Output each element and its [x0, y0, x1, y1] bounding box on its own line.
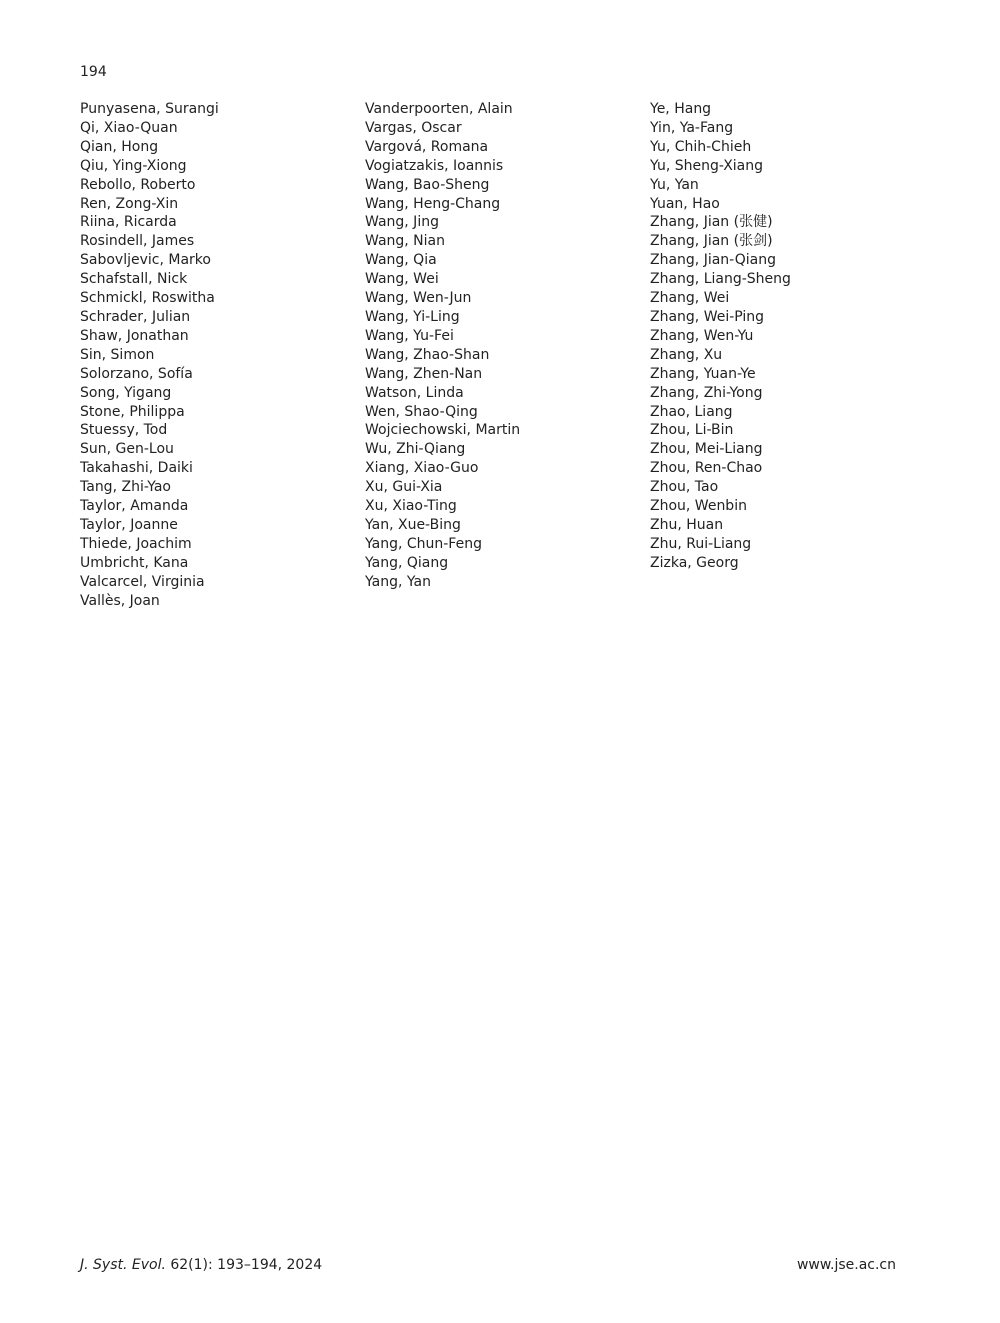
name-entry: Schafstall, Nick	[80, 271, 188, 288]
name-entry: Yin, Ya-Fang	[650, 119, 734, 136]
name-column-2	[365, 100, 635, 592]
name-entry: Shaw, Jonathan	[80, 327, 189, 344]
name-entry: Zhu, Huan	[650, 516, 724, 533]
name-entry: Vargas, Oscar	[365, 119, 462, 136]
name-entry: Punyasena, Surangi	[80, 101, 219, 117]
name-entry: Qiu, Ying-Xiong	[80, 157, 187, 174]
name-entry: Valcarcel, Virginia	[80, 573, 205, 590]
name-entry: Umbricht, Kana	[80, 554, 189, 571]
name-entry: Song, Yigang	[80, 384, 172, 401]
name-entry: Wang, Qia	[365, 252, 437, 269]
name-entry: Tang, Zhi-Yao	[80, 479, 171, 496]
name-entry: Wu, Zhi-Qiang	[365, 441, 466, 458]
name-entry: Yan, Xue-Bing	[365, 516, 461, 533]
name-entry: Vanderpoorten, Alain	[365, 101, 513, 117]
name-column-3	[650, 100, 920, 573]
footer-citation	[80, 1257, 322, 1273]
name-entry: Watson, Linda	[365, 384, 464, 401]
name-entry: Rosindell, James	[80, 233, 195, 250]
name-entry: Sin, Simon	[80, 346, 155, 363]
name-entry: Schrader, Julian	[80, 308, 191, 325]
name-entry: Taylor, Amanda	[80, 498, 189, 515]
name-entry: Zhang, Yuan-Ye	[650, 365, 756, 382]
name-entry: Schmickl, Roswitha	[80, 290, 215, 307]
name-entry: Wang, Yu-Fei	[365, 327, 454, 344]
name-entry: Zhang, Jian (张健)	[650, 214, 773, 231]
name-entry: Yang, Chun-Feng	[365, 535, 482, 552]
name-entry: Wojciechowski, Martin	[365, 422, 521, 439]
name-entry: Ye, Hang	[650, 101, 712, 117]
name-entry: Wang, Bao-Sheng	[365, 176, 490, 193]
name-entry: Zhang, Jian (张剑)	[650, 233, 773, 250]
name-entry: Yang, Yan	[365, 573, 431, 590]
name-entry: Zhang, Jian-Qiang	[650, 252, 776, 269]
name-entry: Stuessy, Tod	[80, 422, 168, 439]
name-entry: Yu, Chih-Chieh	[650, 138, 752, 155]
name-entry: Sun, Gen-Lou	[80, 441, 174, 458]
name-entry: Zhou, Wenbin	[650, 498, 747, 515]
name-entry: Thiede, Joachim	[80, 535, 192, 552]
name-entry: Sabovljevic, Marko	[80, 252, 211, 269]
name-entry: Taylor, Joanne	[80, 516, 178, 533]
name-entry: Riina, Ricarda	[80, 214, 177, 231]
name-entry: Wang, Yi-Ling	[365, 308, 460, 325]
name-entry: Qian, Hong	[80, 138, 159, 155]
journal-name: J. Syst. Evol.	[80, 1257, 166, 1273]
name-entry: Zhang, Wei	[650, 290, 730, 307]
name-entry: Zhou, Mei-Liang	[650, 441, 763, 458]
name-entry: Zhang, Wen-Yu	[650, 327, 754, 344]
name-entry: Zhou, Li-Bin	[650, 422, 734, 439]
name-entry: Yu, Sheng-Xiang	[650, 157, 764, 174]
name-column-1	[80, 100, 350, 610]
name-entry: Stone, Philippa	[80, 403, 185, 420]
name-entry: Xiang, Xiao-Guo	[365, 460, 479, 477]
name-entry: Yang, Qiang	[365, 554, 449, 571]
citation-details: 62(1): 193–194, 2024	[165, 1257, 323, 1273]
name-entry: Zhang, Liang-Sheng	[650, 271, 791, 288]
name-entry: Wen, Shao-Qing	[365, 403, 478, 420]
name-entry: Zhao, Liang	[650, 403, 733, 420]
name-entry: Zhang, Xu	[650, 346, 723, 363]
footer-url[interactable]: www.jse.ac.cn	[796, 1257, 896, 1273]
name-entry: Solorzano, Sofía	[80, 365, 193, 382]
page-number: 194	[80, 64, 107, 80]
name-entry: Wang, Zhen-Nan	[365, 365, 483, 382]
name-entry: Wang, Nian	[365, 233, 446, 250]
name-entry: Wang, Wei	[365, 271, 439, 288]
name-entry: Qi, Xiao-Quan	[80, 119, 178, 136]
name-entry: Vogiatzakis, Ioannis	[365, 157, 504, 174]
name-entry: Zhang, Wei-Ping	[650, 308, 765, 325]
name-entry: Vallès, Joan	[80, 592, 160, 609]
name-entry: Wang, Wen-Jun	[365, 290, 472, 307]
name-entry: Wang, Heng-Chang	[365, 195, 501, 212]
name-entry: Ren, Zong-Xin	[80, 195, 179, 212]
name-entry: Zizka, Georg	[650, 554, 739, 571]
name-entry: Zhou, Ren-Chao	[650, 460, 763, 477]
name-entry: Xu, Xiao-Ting	[365, 498, 457, 515]
name-entry: Vargová, Romana	[365, 138, 489, 155]
name-entry: Zhang, Zhi-Yong	[650, 384, 763, 401]
name-entry: Wang, Jing	[365, 214, 439, 231]
name-entry: Wang, Zhao-Shan	[365, 346, 490, 363]
name-entry: Yu, Yan	[650, 176, 699, 193]
name-entry: Takahashi, Daiki	[80, 460, 193, 477]
name-entry: Zhou, Tao	[650, 479, 719, 496]
name-entry: Xu, Gui-Xia	[365, 479, 443, 496]
name-entry: Zhu, Rui-Liang	[650, 535, 752, 552]
name-entry: Rebollo, Roberto	[80, 176, 196, 193]
name-entry: Yuan, Hao	[650, 195, 720, 212]
